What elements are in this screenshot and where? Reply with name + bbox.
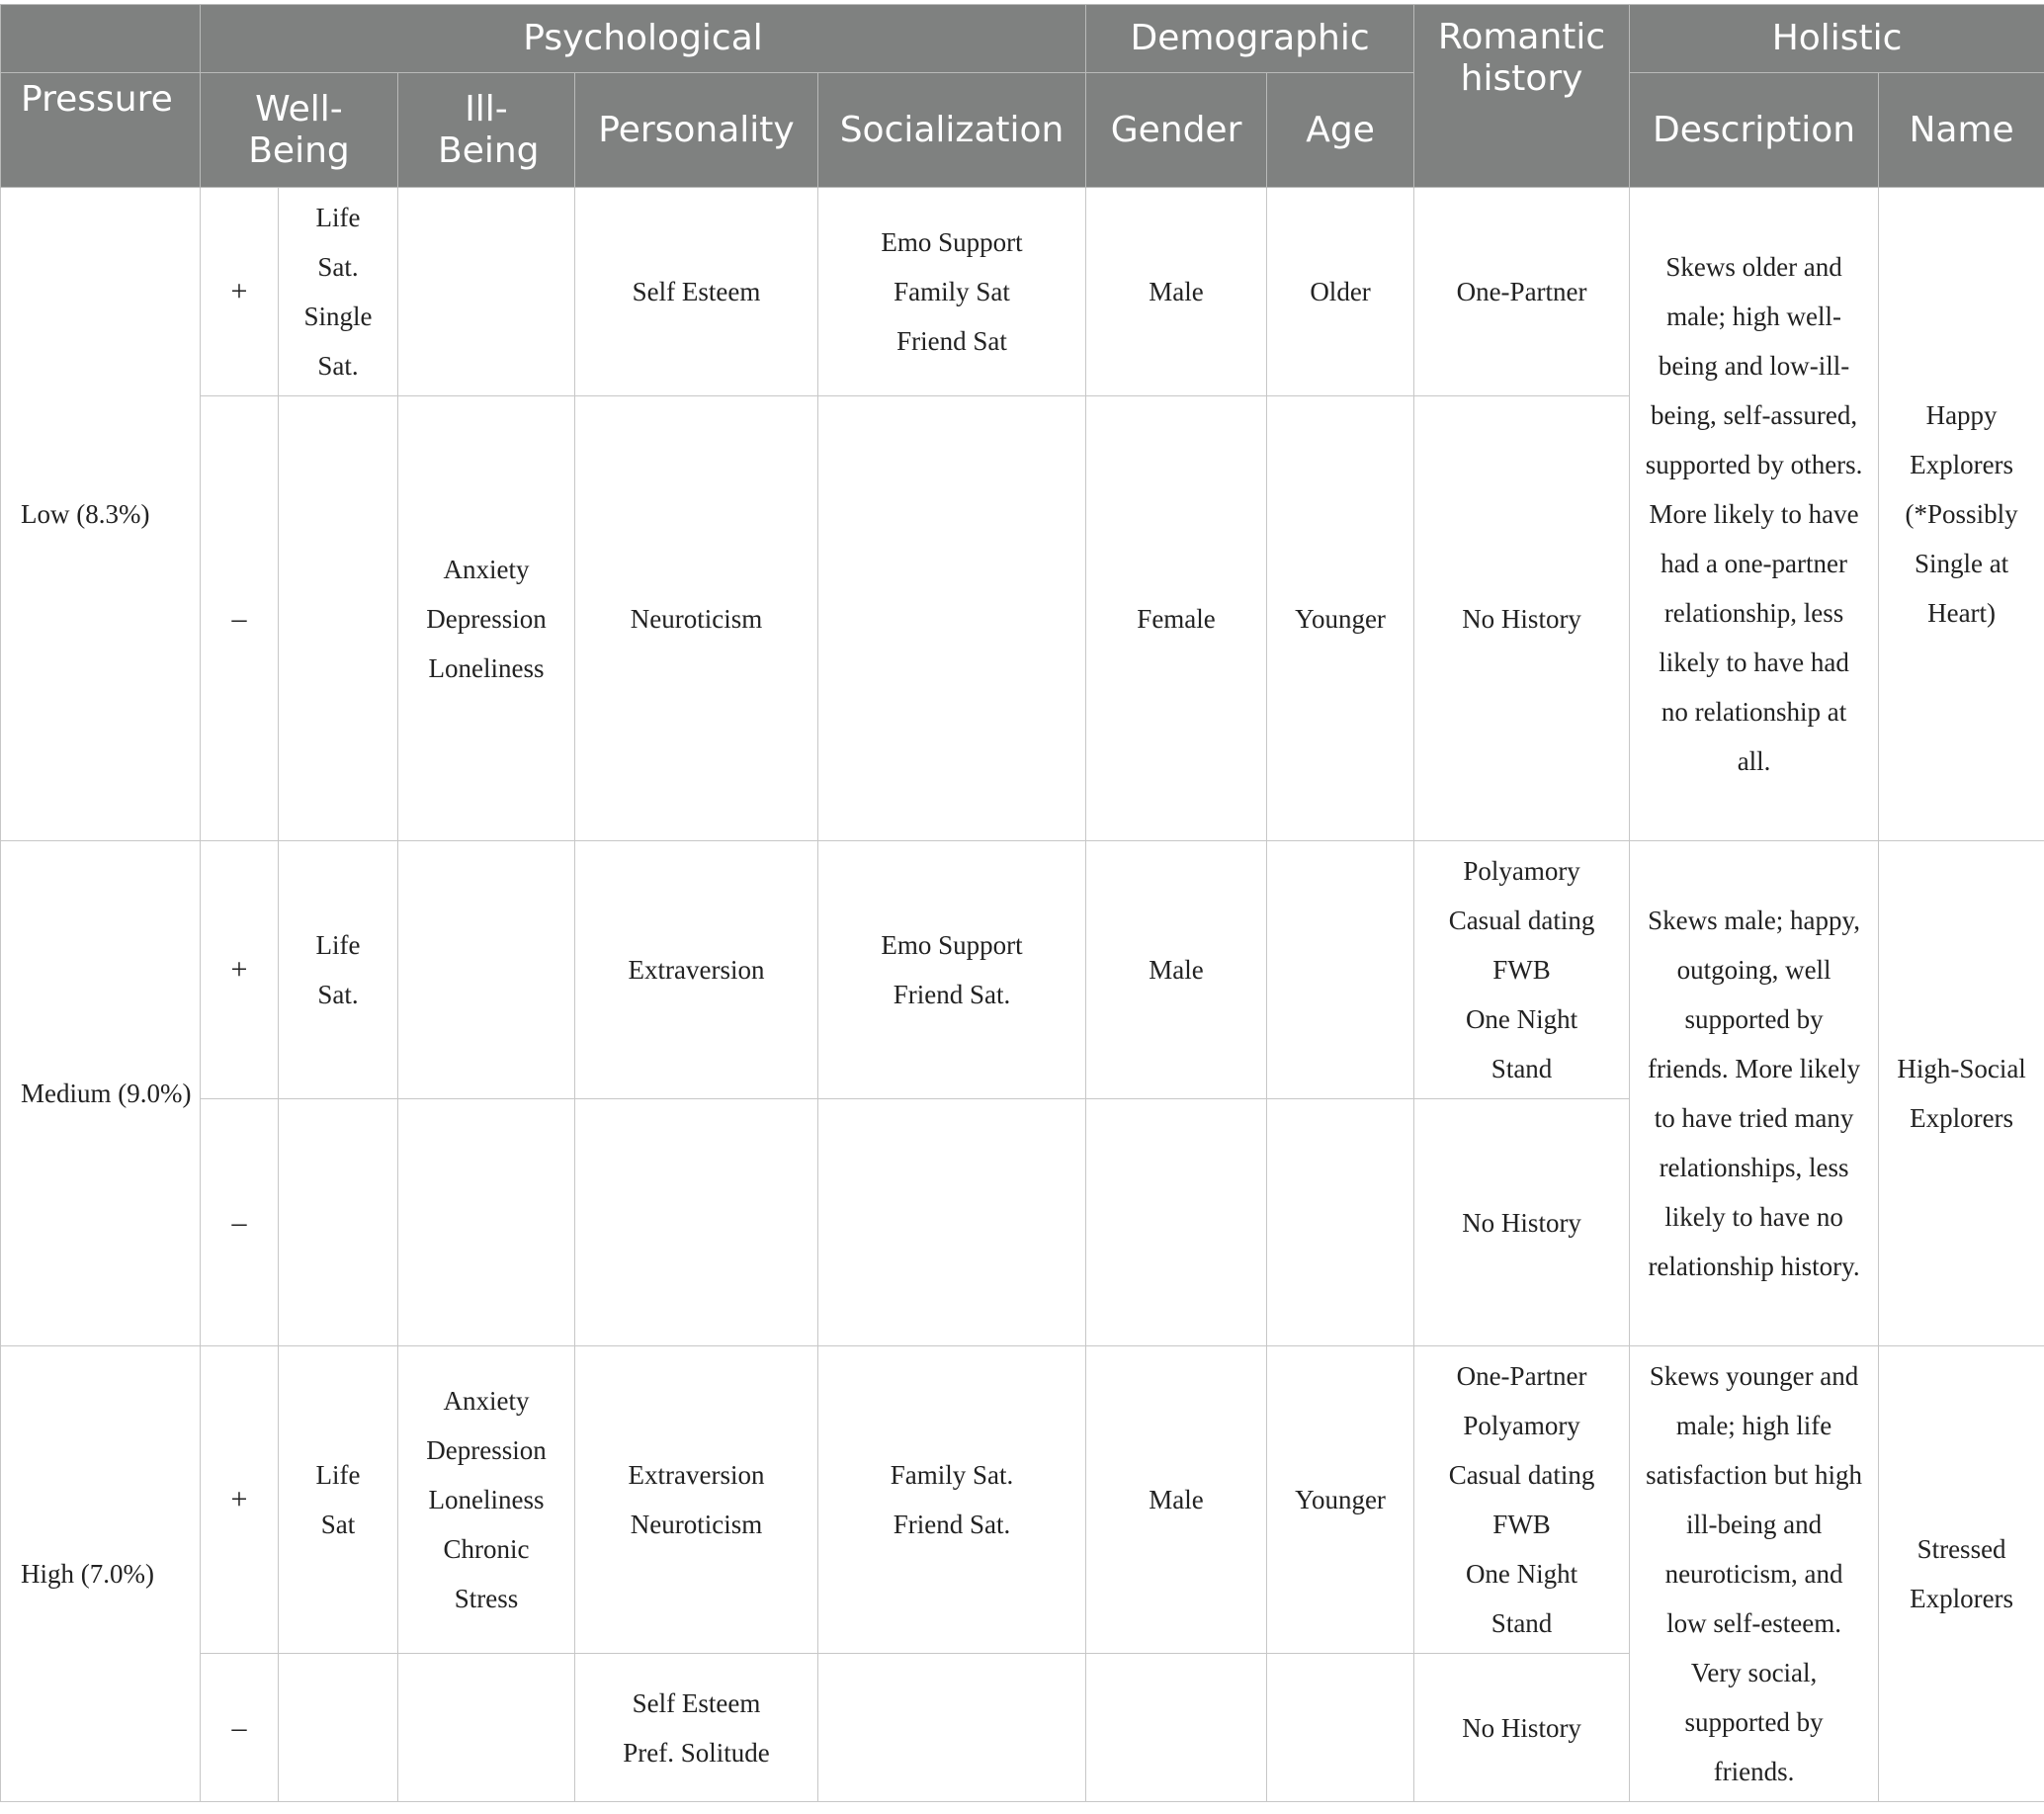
header-age: Age xyxy=(1267,73,1414,188)
sign-plus: + xyxy=(201,841,279,1099)
cell-line: Depression xyxy=(426,603,547,634)
cell-line: Stand xyxy=(1490,1608,1553,1638)
description-cell: Skews male; happy, outgoing, well supported by friends. More likely to have tried many relationships, less likely to have no relationship history. xyxy=(1630,841,1879,1346)
socialization-cell xyxy=(818,1346,1086,1654)
sign-minus: – xyxy=(201,1099,279,1346)
header-demographic: Demographic xyxy=(1086,5,1414,73)
cell-line: Life xyxy=(315,930,361,960)
cell-line: Loneliness xyxy=(428,652,545,683)
header-ill-being: Ill-Being xyxy=(398,73,575,188)
cell-line: Family Sat xyxy=(894,277,1010,306)
pressure-cell: High (7.0%) xyxy=(1,1346,201,1802)
romantic-history-cell xyxy=(1414,188,1630,396)
cell-line: Loneliness xyxy=(428,1485,545,1514)
personality-cell xyxy=(575,1099,818,1346)
header-romantic-history: Romantic history xyxy=(1414,5,1630,188)
ill-being-cell xyxy=(398,396,575,841)
personality-cell xyxy=(575,396,818,841)
cell-line: Family Sat. xyxy=(890,1460,1014,1490)
sign-minus: – xyxy=(201,1654,279,1802)
socialization-cell xyxy=(818,188,1086,396)
ill-being-cell xyxy=(398,1346,575,1654)
personality-cell xyxy=(575,1654,818,1802)
sign-minus: – xyxy=(201,396,279,841)
cell-line: Anxiety xyxy=(443,554,530,584)
cell-line: FWB xyxy=(1492,1510,1551,1539)
socialization-cell xyxy=(818,841,1086,1099)
socialization-cell xyxy=(818,1654,1086,1802)
cell-line: Extraversion xyxy=(628,955,765,985)
age-cell: Younger xyxy=(1267,396,1414,841)
gender-cell xyxy=(1086,1099,1267,1346)
results-table xyxy=(0,4,2044,1802)
ill-being-cell xyxy=(398,841,575,1099)
pressure-cell: Low (8.3%) xyxy=(1,188,201,841)
cell-line: Friend Sat. xyxy=(893,980,1011,1009)
personality-cell xyxy=(575,1346,818,1654)
cell-line: Anxiety xyxy=(443,1386,530,1416)
socialization-cell xyxy=(818,1099,1086,1346)
cell-line: Emo Support xyxy=(881,930,1023,960)
romantic-history-cell xyxy=(1414,1346,1630,1654)
header-socialization: Socialization xyxy=(818,73,1086,188)
cell-line: Sat xyxy=(320,1510,356,1539)
header-holistic: Holistic xyxy=(1630,5,2044,73)
cell-line: Friend Sat. xyxy=(893,1510,1011,1539)
header-well-being: Well-Being xyxy=(201,73,398,188)
cluster-name-cell: Happy Explorers (*Possibly Single at Heart) xyxy=(1879,188,2044,841)
cell-line: No History xyxy=(1462,1712,1581,1743)
cell-line: Self Esteem xyxy=(632,277,761,306)
gender-cell: Male xyxy=(1086,841,1267,1099)
age-cell: Younger xyxy=(1267,1346,1414,1654)
sign-plus: + xyxy=(201,188,279,396)
header-blank xyxy=(1,5,201,73)
description-cell: Skews younger and male; high life satisfaction but high ill-being and neuroticism, and low self-esteem. Very social, supported by friends. xyxy=(1630,1346,1879,1802)
age-cell: Older xyxy=(1267,188,1414,396)
sign-plus: + xyxy=(201,1346,279,1654)
well-being-cell xyxy=(279,396,398,841)
gender-cell: Male xyxy=(1086,1346,1267,1654)
socialization-cell xyxy=(818,396,1086,841)
cell-line: Life xyxy=(315,203,361,232)
well-being-cell xyxy=(279,1654,398,1802)
description-cell: Skews older and male; high well-being and low-ill-being, self-assured, supported by others. More likely to have had a one-partner relationship, less likely to have had no relationship at all. xyxy=(1630,188,1879,841)
cell-line: Sat. xyxy=(317,351,359,381)
table-row xyxy=(1,841,2044,1099)
header-personality: Personality xyxy=(575,73,818,188)
cell-line: Depression xyxy=(426,1435,547,1465)
cell-line: One Night xyxy=(1465,1559,1578,1589)
cell-line: Stand xyxy=(1490,1054,1553,1083)
gender-cell: Female xyxy=(1086,396,1267,841)
romantic-history-cell xyxy=(1414,841,1630,1099)
ill-being-cell xyxy=(398,188,575,396)
ill-being-cell xyxy=(398,1654,575,1802)
age-cell xyxy=(1267,1654,1414,1802)
well-being-cell xyxy=(279,188,398,396)
well-being-cell xyxy=(279,1099,398,1346)
table-header xyxy=(1,5,2044,188)
age-cell xyxy=(1267,1099,1414,1346)
cell-line: Pref. Solitude xyxy=(623,1737,770,1768)
header-description: Description xyxy=(1630,73,1879,188)
gender-cell: Male xyxy=(1086,188,1267,396)
cell-line: Single xyxy=(303,302,373,331)
header-name: Name xyxy=(1879,73,2044,188)
cell-line: Friend Sat xyxy=(896,326,1007,356)
cell-line: Polyamory xyxy=(1463,856,1580,886)
cell-line: Neuroticism xyxy=(630,603,763,634)
header-gender: Gender xyxy=(1086,73,1267,188)
cell-line: One Night xyxy=(1465,1004,1578,1034)
cell-line: Casual dating xyxy=(1448,1460,1595,1490)
pressure-cell: Medium (9.0%) xyxy=(1,841,201,1346)
cell-line: FWB xyxy=(1492,955,1551,985)
romantic-history-cell xyxy=(1414,1654,1630,1802)
cell-line: One-Partner xyxy=(1456,277,1587,306)
cell-line: Neuroticism xyxy=(630,1510,763,1539)
cell-line: Self Esteem xyxy=(632,1687,761,1718)
cell-line: Polyamory xyxy=(1463,1411,1580,1440)
romantic-history-cell xyxy=(1414,396,1630,841)
personality-cell xyxy=(575,188,818,396)
well-being-cell xyxy=(279,841,398,1099)
cell-line: No History xyxy=(1462,1207,1581,1238)
cell-line: Casual dating xyxy=(1448,906,1595,935)
cell-line: Emo Support xyxy=(881,227,1023,257)
cluster-name-cell: High-Social Explorers xyxy=(1879,841,2044,1346)
cell-line: One-Partner xyxy=(1456,1361,1587,1391)
personality-cell xyxy=(575,841,818,1099)
ill-being-cell xyxy=(398,1099,575,1346)
table-row xyxy=(1,188,2044,396)
age-cell xyxy=(1267,841,1414,1099)
table-row xyxy=(1,1346,2044,1654)
cell-line: Sat. xyxy=(317,252,359,282)
cell-line: Stress xyxy=(454,1584,519,1613)
romantic-history-cell xyxy=(1414,1099,1630,1346)
gender-cell xyxy=(1086,1654,1267,1802)
cell-line: No History xyxy=(1462,603,1581,634)
cell-line: Life xyxy=(315,1460,361,1490)
cell-line: Extraversion xyxy=(628,1460,765,1490)
cell-line: Chronic xyxy=(443,1534,530,1564)
header-psychological: Psychological xyxy=(201,5,1086,73)
cell-line: Sat. xyxy=(317,980,359,1009)
header-pressure: Pressure xyxy=(1,73,201,188)
well-being-cell xyxy=(279,1346,398,1654)
cluster-name-cell: Stressed Explorers xyxy=(1879,1346,2044,1802)
